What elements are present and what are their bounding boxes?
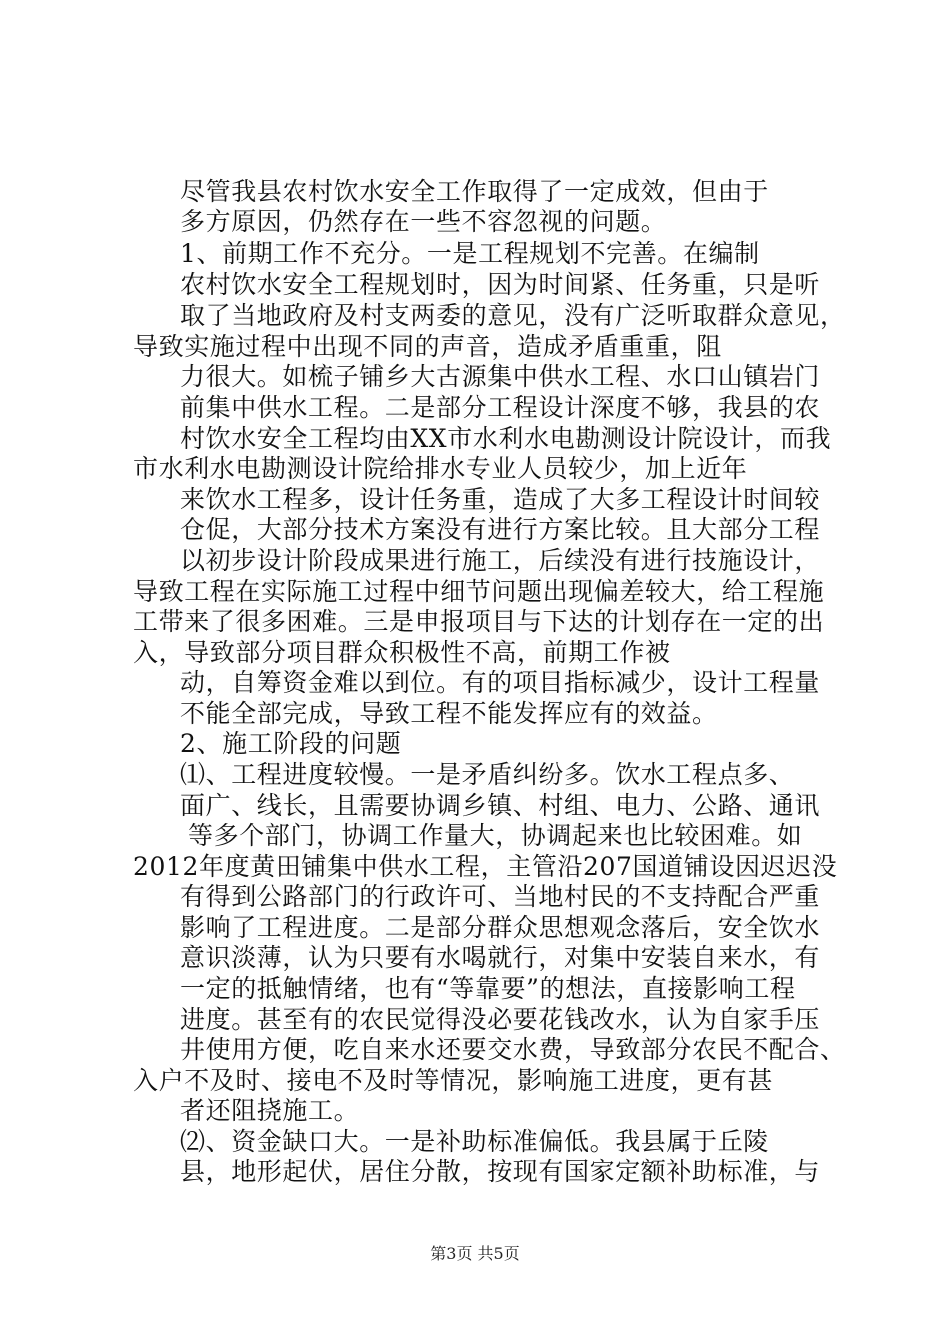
text-line: 以初步设计阶段成果进行施工，后续没有进行技施设计，	[180, 546, 821, 575]
text-line: 1、前期工作不充分。一是工程规划不完善。在编制	[180, 239, 760, 268]
text-line: 农村饮水安全工程规划时，因为时间紧、任务重，只是听	[180, 270, 821, 299]
text-line: 影响了工程进度。二是部分群众思想观念落后，安全饮水	[180, 913, 821, 942]
text-line: 2、施工阶段的问题	[180, 729, 402, 758]
text-line: 井使用方便，吃自来水还要交水费，导致部分农民不配合、	[180, 1035, 846, 1064]
text-line: 导致实施过程中出现不同的声音，造成矛盾重重，阻	[133, 332, 722, 361]
text-line: ⑵、资金缺口大。一是补助标准偏低。我县属于丘陵	[180, 1127, 769, 1156]
text-line: 不能全部完成，导致工程不能发挥应有的效益。	[180, 699, 718, 728]
text-line: 2012年度黄田铺集中供水工程，主管沿207国道铺设因迟迟没	[133, 852, 838, 881]
text-line: 仓促，大部分技术方案没有进行方案比较。且大部分工程	[180, 515, 821, 544]
text-line: 一定的抵触情绪，也有“等靠要”的想法，直接影响工程	[180, 974, 796, 1003]
text-line: 入户不及时、接电不及时等情况，影响施工进度，更有甚	[133, 1066, 774, 1095]
text-line: 等多个部门，协调工作量大，协调起来也比较困难。如	[188, 821, 803, 850]
text-line: 进度。甚至有的农民觉得没必要花钱改水，认为自家手压	[180, 1005, 821, 1034]
text-line: 村饮水安全工程均由XX市水利水电勘测设计院设计，而我	[180, 424, 832, 453]
page-number-footer: 第3页 共5页	[430, 1244, 520, 1263]
text-line: ⑴、工程进度较慢。一是矛盾纠纷多。饮水工程点多、	[180, 760, 795, 789]
text-line: 工带来了很多困难。三是申报项目与下达的计划存在一定的出	[133, 607, 825, 636]
text-line: 县，地形起伏，居住分散，按现有国家定额补助标准，与	[180, 1157, 821, 1186]
text-line: 面广、线长，且需要协调乡镇、村组、电力、公路、通讯	[180, 791, 821, 820]
text-line: 导致工程在实际施工过程中细节问题出现偏差较大，给工程施	[133, 577, 825, 606]
text-line: 有得到公路部门的行政许可、当地村民的不支持配合严重	[180, 882, 821, 911]
text-line: 前集中供水工程。二是部分工程设计深度不够，我县的农	[180, 393, 821, 422]
text-line: 力很大。如梳子铺乡大古源集中供水工程、水口山镇岩门	[180, 362, 821, 391]
text-line: 尽管我县农村饮水安全工作取得了一定成效，但由于	[180, 177, 769, 206]
text-line: 来饮水工程多，设计任务重，造成了大多工程设计时间较	[180, 485, 821, 514]
text-line: 者还阻挠施工。	[180, 1096, 360, 1125]
text-line: 动，自筹资金难以到位。有的项目指标减少，设计工程量	[180, 668, 821, 697]
text-line: 意识淡薄，认为只要有水喝就行，对集中安装自来水，有	[180, 943, 821, 972]
text-line: 入，导致部分项目群众积极性不高，前期工作被	[133, 638, 671, 667]
text-line: 多方原因，仍然存在一些不容忽视的问题。	[180, 207, 667, 236]
text-line: 取了当地政府及村支两委的意见，没有广泛听取群众意见，	[180, 301, 846, 330]
text-line: 市水利水电勘测设计院给排水专业人员较少，加上近年	[133, 454, 748, 483]
